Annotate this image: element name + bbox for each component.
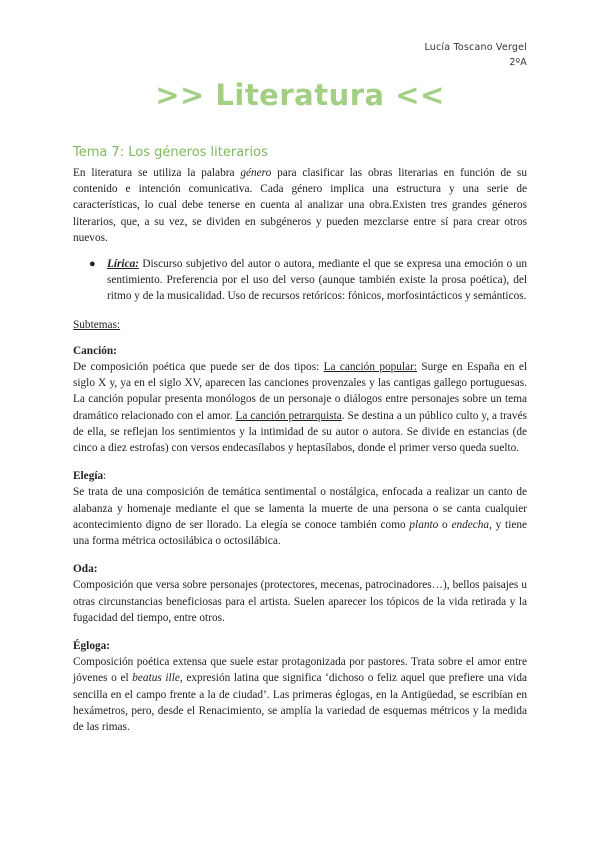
subtemas-label: Subtemas: bbox=[73, 318, 121, 331]
egloga-paragraph bbox=[73, 654, 527, 735]
elegia-paragraph bbox=[73, 484, 527, 549]
cancion-text-1: De composición poética que puede ser de dos tipos: bbox=[73, 361, 324, 374]
cancion-section bbox=[73, 343, 527, 456]
elegia-heading-line bbox=[73, 468, 527, 484]
elegia-emphasis-2: endecha, bbox=[451, 518, 492, 531]
cancion-paragraph bbox=[73, 359, 527, 456]
header-info bbox=[424, 40, 527, 70]
oda-paragraph: Composición que versa sobre personajes (protectores, mecenas, patrocinadores…), bellos paisajes u otras circunstancias beneficiosas para el artista. Suelen aparecer los tópicos de la vida retirada y la fugacidad del tiempo, entre otros. bbox=[73, 579, 527, 624]
oda-heading: Oda: bbox=[73, 563, 98, 576]
egloga-section bbox=[73, 638, 527, 735]
oda-section bbox=[73, 561, 527, 626]
genres-list bbox=[73, 256, 527, 305]
cancion-text-3: . Se destina a un público culto y, a través de ella, se reflejan los sentimientos y la intimidad de su autor o autora. Se divide en estancias (de cinco a diez estrofas) con versos endecasílabos y heptasílabos, donde el primer verso queda suelto. bbox=[73, 409, 527, 455]
intro-text-b: para clasificar las obras literarias en función de su contenido e intención comunicativa. Cada género implica una estructura y una serie de características, lo cual debe tenerse en cuenta al analizar una obra.Existen tres grandes géneros literarios, que, a su vez, se dividen en subgéneros y pueden mezclarse entre sí para crear otros nuevos. bbox=[73, 167, 527, 244]
page-title: >> Literatura << bbox=[155, 78, 445, 112]
cancion-text-2: Surge en España en el siglo X y, ya en el siglo XV, aparecen las canciones provenzales y las cantigas gallego portuguesas. La canción popular presenta monólogos de un personaje o diálogos entre personajes sobre un tema dramático relacionado con el amor. bbox=[73, 361, 527, 422]
cancion-heading: Canción: bbox=[73, 344, 117, 357]
elegia-heading: Elegía bbox=[73, 470, 104, 483]
genre-description: Discurso subjetivo del autor o autora, mediante el que se expresa una emoción o un sentimiento. Preferencia por el uso del verso (aunque también existe la prosa poética), del ritmo y de la musicalidad. Uso de recursos retóricos: fónicos, morfosintácticos y semánticos. bbox=[107, 258, 527, 303]
intro-text-a: En literatura se utiliza la palabra bbox=[73, 167, 241, 179]
topic-title: Tema 7: Los géneros literarios bbox=[73, 145, 268, 160]
document-body bbox=[73, 145, 527, 747]
egloga-emphasis: beatus ille, bbox=[132, 672, 183, 685]
intro-emphasis: género bbox=[240, 167, 272, 179]
list-item-lirica bbox=[89, 256, 527, 305]
elegia-text-2: o bbox=[438, 518, 452, 531]
cancion-petrarquista-label: La canción petrarquista bbox=[235, 409, 342, 422]
bullet-icon: ● bbox=[89, 258, 96, 271]
class-label: 2ºA bbox=[509, 57, 527, 68]
elegia-section bbox=[73, 468, 527, 549]
elegia-colon: : bbox=[103, 470, 107, 483]
elegia-text-3: y tiene una forma métrica octosilábica o octosilábica. bbox=[73, 518, 528, 548]
egloga-text-2: expresión latina que significa ‘dichoso o feliz aquel que prefiere una vida sencilla en el campo frente a la de ciudad’. Las primeras églogas, en la Antigüedad, se escribían en hexámetros, pero, desde el Renacimiento, se amplía la variedad de esquemas métricos y la medida de las rimas. bbox=[73, 672, 527, 734]
egloga-heading: Égloga: bbox=[73, 640, 111, 653]
egloga-text-1: Composición poética extensa que suele estar protagonizada por pastores. Trata sobre el amor entre jóvenes o el bbox=[73, 656, 527, 685]
genre-term: Lírica: bbox=[107, 258, 139, 271]
author-name: Lucía Toscano Vergel bbox=[424, 42, 527, 53]
cancion-popular-label: La canción popular: bbox=[323, 361, 417, 374]
elegia-emphasis-1: planto bbox=[409, 518, 439, 531]
elegia-text-1: Se trata de una composición de temática sentimental o nostálgica, enfocada a realizar un canto de alabanza y homenaje mediante el que se lamenta la muerte de una persona o se canta cualquier acontecimiento digno de ser llorado. La elegía se conoce también como bbox=[73, 486, 527, 531]
intro-paragraph bbox=[73, 165, 527, 246]
